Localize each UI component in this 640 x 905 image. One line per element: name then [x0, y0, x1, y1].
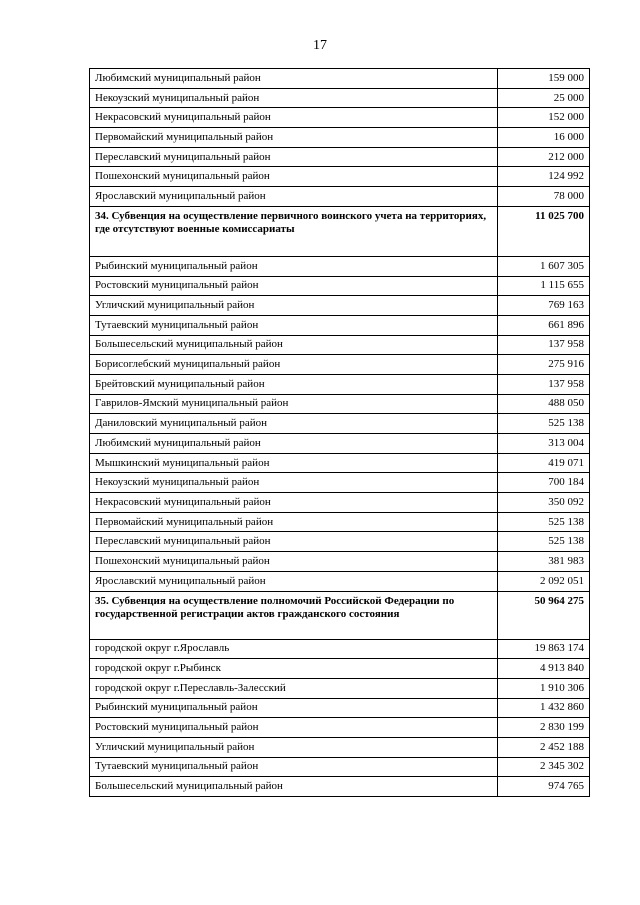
- table-row: [90, 315, 590, 335]
- municipality-name: Ростовский муниципальный район: [90, 276, 498, 296]
- table-row: [90, 256, 590, 276]
- section-title: 34. Субвенция на осуществление первичного воинского учета на территориях, где отсутствуют военные комиссариаты: [90, 206, 498, 256]
- table-row: [90, 777, 590, 797]
- table-row: [90, 678, 590, 698]
- municipality-name: Переславский муниципальный район: [90, 147, 498, 167]
- amount-cell: 275 916: [498, 355, 590, 375]
- table-row: [90, 335, 590, 355]
- municipality-name: Любимский муниципальный район: [90, 434, 498, 454]
- municipality-name: Рыбинский муниципальный район: [90, 698, 498, 718]
- amount-cell: 2 452 188: [498, 737, 590, 757]
- amount-cell: 1 432 860: [498, 698, 590, 718]
- section-header-row: [90, 591, 590, 639]
- amount-cell: 1 607 305: [498, 256, 590, 276]
- table-row: [90, 552, 590, 572]
- municipality-name: Некоузский муниципальный район: [90, 88, 498, 108]
- amount-cell: 525 138: [498, 414, 590, 434]
- table-row: [90, 659, 590, 679]
- amount-cell: 1 910 306: [498, 678, 590, 698]
- table-row: [90, 473, 590, 493]
- municipality-name: Первомайский муниципальный район: [90, 128, 498, 148]
- municipality-name: Борисоглебский муниципальный район: [90, 355, 498, 375]
- table-row: [90, 355, 590, 375]
- section-title: 35. Субвенция на осуществление полномочий Российской Федерации по государственной регистрации актов гражданского состояния: [90, 591, 498, 639]
- municipality-name: Первомайский муниципальный район: [90, 512, 498, 532]
- amount-cell: 124 992: [498, 167, 590, 187]
- table-row: [90, 639, 590, 659]
- amount-cell: 661 896: [498, 315, 590, 335]
- municipality-name: Некрасовский муниципальный район: [90, 108, 498, 128]
- table-row: [90, 276, 590, 296]
- municipality-name: Большесельский муниципальный район: [90, 777, 498, 797]
- table-row: [90, 167, 590, 187]
- municipality-name: Мышкинский муниципальный район: [90, 453, 498, 473]
- municipality-name: Некрасовский муниципальный район: [90, 493, 498, 513]
- amount-cell: 2 830 199: [498, 718, 590, 738]
- municipality-name: городской округ г.Ярославль: [90, 639, 498, 659]
- table-row: [90, 453, 590, 473]
- amount-cell: 2 092 051: [498, 571, 590, 591]
- table-row: [90, 374, 590, 394]
- municipality-name: Любимский муниципальный район: [90, 69, 498, 89]
- amount-cell: 4 913 840: [498, 659, 590, 679]
- amount-cell: 488 050: [498, 394, 590, 414]
- amount-cell: 78 000: [498, 187, 590, 207]
- table-row: [90, 414, 590, 434]
- amount-cell: 137 958: [498, 335, 590, 355]
- table-row: [90, 128, 590, 148]
- amount-cell: 19 863 174: [498, 639, 590, 659]
- municipality-name: Брейтовский муниципальный район: [90, 374, 498, 394]
- table-row: [90, 88, 590, 108]
- municipality-name: Угличский муниципальный район: [90, 737, 498, 757]
- municipality-name: Тутаевский муниципальный район: [90, 757, 498, 777]
- table-body: [90, 69, 590, 797]
- amount-cell: 350 092: [498, 493, 590, 513]
- table-row: [90, 69, 590, 89]
- amount-cell: 419 071: [498, 453, 590, 473]
- table-row: [90, 108, 590, 128]
- municipality-name: Рыбинский муниципальный район: [90, 256, 498, 276]
- amount-cell: 159 000: [498, 69, 590, 89]
- municipality-name: Ярославский муниципальный район: [90, 187, 498, 207]
- municipality-name: Пошехонский муниципальный район: [90, 552, 498, 572]
- amount-cell: 2 345 302: [498, 757, 590, 777]
- amount-cell: 769 163: [498, 296, 590, 316]
- subvention-table: [89, 68, 590, 797]
- municipality-name: Гаврилов-Ямский муниципальный район: [90, 394, 498, 414]
- table-row: [90, 147, 590, 167]
- municipality-name: Переславский муниципальный район: [90, 532, 498, 552]
- amount-cell: 16 000: [498, 128, 590, 148]
- table-row: [90, 532, 590, 552]
- municipality-name: Большесельский муниципальный район: [90, 335, 498, 355]
- amount-cell: 974 765: [498, 777, 590, 797]
- table-row: [90, 698, 590, 718]
- municipality-name: Ростовский муниципальный район: [90, 718, 498, 738]
- table-row: [90, 434, 590, 454]
- table-row: [90, 737, 590, 757]
- municipality-name: городской округ г.Рыбинск: [90, 659, 498, 679]
- amount-cell: 525 138: [498, 532, 590, 552]
- amount-cell: 313 004: [498, 434, 590, 454]
- section-total-amount: 50 964 275: [498, 591, 590, 639]
- table-row: [90, 187, 590, 207]
- amount-cell: 381 983: [498, 552, 590, 572]
- municipality-name: Угличский муниципальный район: [90, 296, 498, 316]
- municipality-name: Тутаевский муниципальный район: [90, 315, 498, 335]
- municipality-name: городской округ г.Переславль-Залесский: [90, 678, 498, 698]
- table-row: [90, 571, 590, 591]
- amount-cell: 152 000: [498, 108, 590, 128]
- table-row: [90, 512, 590, 532]
- amount-cell: 137 958: [498, 374, 590, 394]
- page-number: 17: [313, 38, 327, 53]
- table-row: [90, 493, 590, 513]
- municipality-name: Пошехонский муниципальный район: [90, 167, 498, 187]
- table-row: [90, 296, 590, 316]
- amount-cell: 700 184: [498, 473, 590, 493]
- amount-cell: 1 115 655: [498, 276, 590, 296]
- municipality-name: Даниловский муниципальный район: [90, 414, 498, 434]
- table-row: [90, 394, 590, 414]
- municipality-name: Некоузский муниципальный район: [90, 473, 498, 493]
- section-total-amount: 11 025 700: [498, 206, 590, 256]
- amount-cell: 212 000: [498, 147, 590, 167]
- municipality-name: Ярославский муниципальный район: [90, 571, 498, 591]
- section-header-row: [90, 206, 590, 256]
- amount-cell: 25 000: [498, 88, 590, 108]
- table-row: [90, 757, 590, 777]
- table-row: [90, 718, 590, 738]
- amount-cell: 525 138: [498, 512, 590, 532]
